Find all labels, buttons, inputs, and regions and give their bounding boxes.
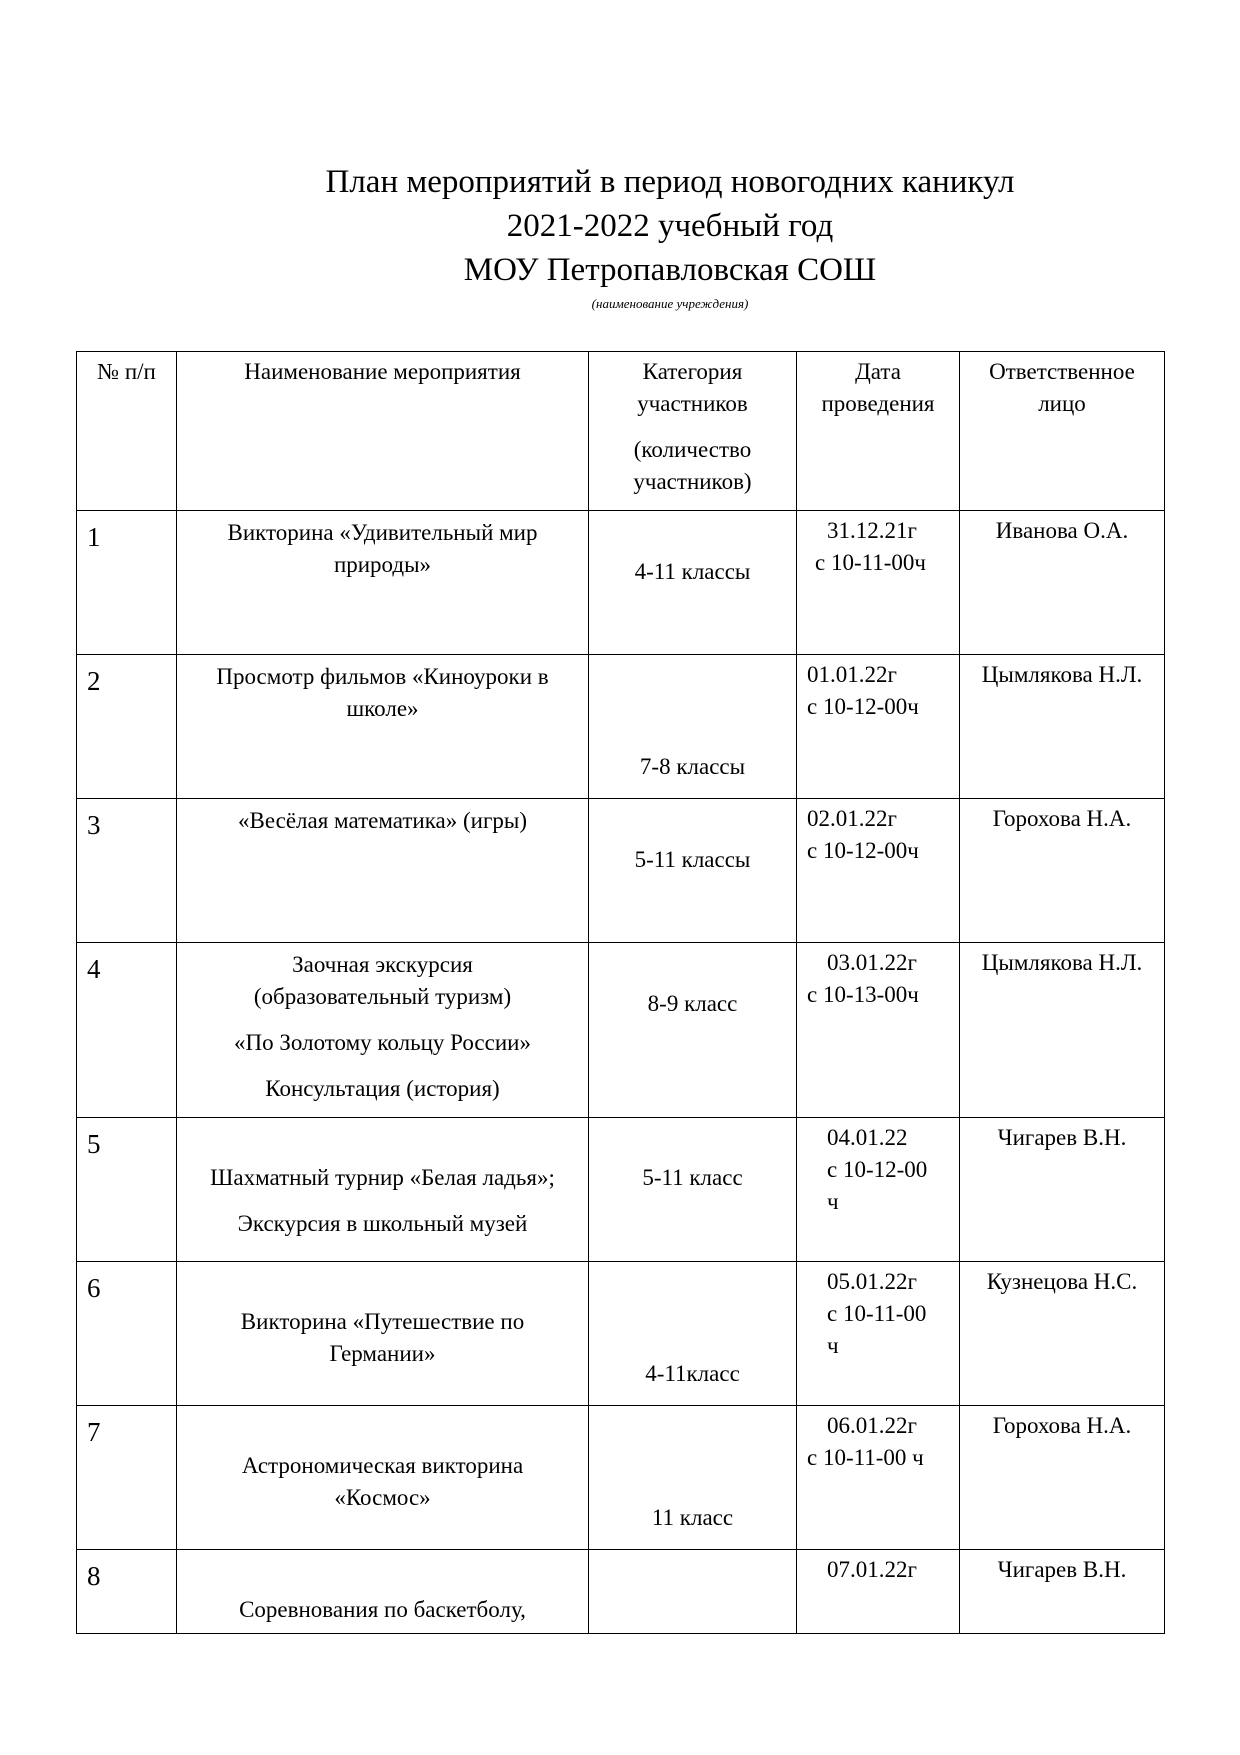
event-date: 02.01.22г с 10-12-00ч xyxy=(797,799,960,943)
responsible-person: Горохова Н.А. xyxy=(960,1406,1165,1550)
row-number: 2 xyxy=(77,655,177,799)
column-header-name: Наименование мероприятия xyxy=(177,352,589,511)
responsible-person: Кузнецова Н.С. xyxy=(960,1262,1165,1406)
row-number: 7 xyxy=(77,1406,177,1550)
responsible-person: Горохова Н.А. xyxy=(960,799,1165,943)
participants: 5-11 класс xyxy=(589,1118,797,1262)
event-name: Викторина «Путешествие по Германии» xyxy=(177,1262,589,1406)
row-number: 6 xyxy=(77,1262,177,1406)
table-row xyxy=(77,943,1165,1118)
table-row xyxy=(77,1118,1165,1262)
event-date: 01.01.22г с 10-12-00ч xyxy=(797,655,960,799)
row-number: 8 xyxy=(77,1550,177,1634)
participants: 4-11 классы xyxy=(589,511,797,655)
column-header-category: Категория участников (количество участников) xyxy=(589,352,797,511)
table-row xyxy=(77,511,1165,655)
responsible-person: Чигарев В.Н. xyxy=(960,1550,1165,1634)
table-row xyxy=(77,799,1165,943)
event-date: 07.01.22г xyxy=(797,1550,960,1634)
event-date: 06.01.22г с 10-11-00 ч xyxy=(797,1406,960,1550)
row-number: 1 xyxy=(77,511,177,655)
participants: 8-9 класс xyxy=(589,943,797,1118)
row-number: 4 xyxy=(77,943,177,1118)
participants: 7-8 классы xyxy=(589,655,797,799)
row-number: 5 xyxy=(77,1118,177,1262)
column-header-num: № п/п xyxy=(77,352,177,511)
responsible-person: Чигарев В.Н. xyxy=(960,1118,1165,1262)
responsible-person: Цымлякова Н.Л. xyxy=(960,943,1165,1118)
title-line-1: План мероприятий в период новогодних каникул xyxy=(325,164,1015,200)
event-name: Заочная экскурсия (образовательный туризм) «По Золотому кольцу России» Консультация (история) xyxy=(177,943,589,1118)
event-date: 04.01.22 с 10-12-00 ч xyxy=(797,1118,960,1262)
table-header-row xyxy=(77,352,1165,511)
column-header-responsible: Ответственное лицо xyxy=(960,352,1165,511)
document-header xyxy=(120,160,1220,314)
event-name: Шахматный турнир «Белая ладья»; Экскурсия в школьный музей xyxy=(177,1118,589,1262)
participants: 4-11класс xyxy=(589,1262,797,1406)
event-name: Астрономическая викторина «Космос» xyxy=(177,1406,589,1550)
event-date: 31.12.21г с 10-11-00ч xyxy=(797,511,960,655)
participants xyxy=(589,1550,797,1634)
participants: 5-11 классы xyxy=(589,799,797,943)
event-name: Просмотр фильмов «Киноуроки в школе» xyxy=(177,655,589,799)
table-row xyxy=(77,1262,1165,1406)
table-row xyxy=(77,1406,1165,1550)
responsible-person: Цымлякова Н.Л. xyxy=(960,655,1165,799)
column-header-date: Дата проведения xyxy=(797,352,960,511)
table-row xyxy=(77,1550,1165,1634)
row-number: 3 xyxy=(77,799,177,943)
event-name: Викторина «Удивительный мир природы» xyxy=(177,511,589,655)
institution-caption: (наименование учреждения) xyxy=(591,296,749,311)
table-row xyxy=(77,655,1165,799)
title-line-3: МОУ Петропавловская СОШ xyxy=(463,252,877,288)
event-name: «Весёлая математика» (игры) xyxy=(177,799,589,943)
title-line-2: 2021-2022 учебный год xyxy=(506,208,834,244)
participants: 11 класс xyxy=(589,1406,797,1550)
events-table xyxy=(76,351,1165,1634)
event-date: 05.01.22г с 10-11-00 ч xyxy=(797,1262,960,1406)
responsible-person: Иванова О.А. xyxy=(960,511,1165,655)
event-name: Соревнования по баскетболу, xyxy=(177,1550,589,1634)
event-date: 03.01.22г с 10-13-00ч xyxy=(797,943,960,1118)
